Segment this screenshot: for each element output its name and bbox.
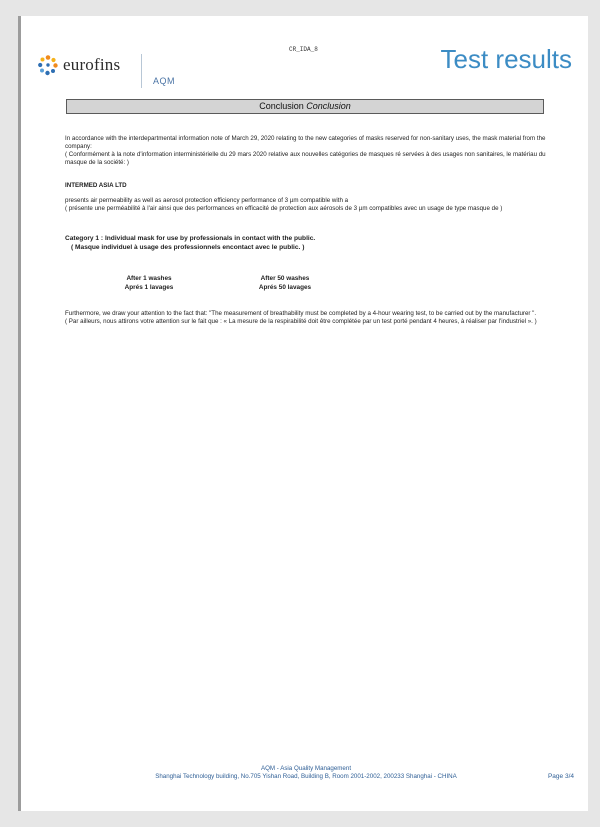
page-title: Test results (440, 44, 572, 74)
section-title: Conclusion (259, 101, 304, 111)
section-header (66, 99, 544, 114)
wash2-en: After 50 washes (260, 275, 310, 282)
footer-address: Shanghai Technology building, No.705 Yishan Road, Building B, Room 2001-2002, 200233 Shanghai - CHINA (155, 772, 457, 780)
presents-en: presents air permeability as well as aerosol protection efficiency performance of 3 µm compatible with a (65, 197, 349, 204)
document-code: CR_IDA_8 (289, 46, 318, 53)
page-footer (21, 765, 591, 781)
note-en: Furthermore, we draw your attention to the fact that: "The measurement of breathability must be completed by a 4-hour wearing test, to be carried out by the manufacturer ". (65, 310, 537, 317)
wash-result-2 (245, 275, 325, 292)
intro-en: In accordance with the interdepartmental information note of March 29, 2020 relating to the new categories of masks reserved for non-sanitary uses, the mask material from the company: (65, 135, 546, 150)
eurofins-mark-icon (37, 54, 59, 76)
logo-wordmark: eurofins (63, 55, 121, 74)
intro-paragraph (65, 135, 555, 167)
company-name: INTERMED ASIA LTD (65, 182, 127, 189)
category-en: Category 1 : Individual mask for use by professionals in contact with the public. (65, 235, 316, 242)
intro-fr: ( Conformément à la note d'information interministérielle du 29 mars 2020 relative aux nouvelles catégories de masques ré servées à des usages non sanitaires, le matériau du masque de la société: ) (65, 151, 546, 166)
note-fr: ( Par ailleurs, nous attirons votre attention sur le fait que : « La mesure de la respirabilité doit être complétée par un test porté pendant 4 heures, à réaliser par l'industriel ». ) (65, 318, 537, 325)
wash1-en: After 1 washes (126, 275, 172, 282)
wash2-fr: Aprés 50 lavages (258, 283, 312, 291)
category-fr: ( Masque individuel à usage des professionnels encontact avec le public. ) (71, 244, 305, 251)
document-page (18, 16, 588, 811)
page-number: Page 3/4 (547, 773, 574, 780)
presents-fr: ( présente une perméabilité à l'air ainsi que des performances en efficacité de protection aux aérosols de 3 µm compatibles avec un usage de type masque de ) (65, 205, 503, 212)
wash1-fr: Aprés 1 lavages (124, 283, 174, 291)
note-paragraph (65, 310, 555, 326)
section-title-fr: Conclusion (306, 101, 351, 111)
wash-result-1 (109, 275, 189, 292)
logo-divider (141, 54, 142, 88)
footer-company: AQM - Asia Quality Management (260, 765, 352, 772)
category-block (65, 234, 555, 252)
presents-paragraph (65, 197, 555, 213)
logo-subtitle: AQM (153, 76, 176, 86)
